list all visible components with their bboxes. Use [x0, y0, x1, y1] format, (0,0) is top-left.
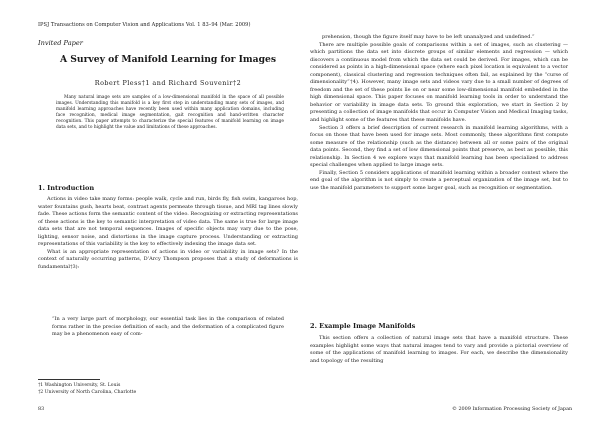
intro-paragraph-2: What is an appropriate representation of actions in video or variability in image sets? In the context of naturally occurring patterns, D’Arcy Thompson proposes that a study of deformations is fundamental†3): [38, 248, 298, 270]
right-paragraph-3: Finally, Section 5 considers applications of manifold learning within a broader context where the end goal of the algorithm is not simply to create a perceptual organization of the image set, but to use the manifold parameters to support some larger goal, such as recognition or segmentation. [310, 169, 568, 191]
section-heading-examples: 2. Example Image Manifolds [310, 322, 416, 330]
paper-category: Invited Paper [38, 39, 83, 47]
paper-authors [38, 79, 298, 87]
paper-title: A Survey of Manifold Learning for Images [59, 54, 277, 65]
abstract: Many natural image sets are samples of a low-dimensional manifold in the space of all possible images. Understanding this manifold is a key first step in understanding many sets of images, and manifold learning approaches have recently been used within many application domains, including face recognition, medical image segmentation, gait recognition and hand-written character recognition. This paper attempts to characterize the special features of manifold learning on image data sets, and to highlight the value and limitations of these approaches. [56, 95, 284, 131]
right-paragraph-1: There are multiple possible goals of comparisons within a set of images, such as clustering — which partitions the data set into discrete groups of similar elements and regression — which discovers a continuous model from which the data set could be derived. For images, which can be considered as points in a high-dimensional space (where each pixel location is equivalent to a vector component), classical clustering and regression techniques often fail, as explained by the “curse of dimensionality”†4). However, many image sets and videos vary due to a small number of degrees of freedom and the set of these points lie on or near some low-dimensional manifold embedded in the high dimensional space. This paper focuses on manifold learning tools in order to understand the behavior or variability in image data sets. To ground this exploration, we start in Section 2 by presenting a collection of image manifolds that occur in Computer Vision and Medical Imaging tasks, and highlight some of the features that these manifolds have. [310, 41, 568, 124]
authors-text: Robert Pless†1 and Richard Souvenir†2 [94, 79, 242, 87]
footnote-1: †1 Washington University, St. Louis [38, 383, 121, 388]
footnote-2: †2 University of North Carolina, Charlotte [38, 390, 137, 395]
intro-paragraph-1: Actions in video take many forms: people walk, cycle and run, birds fly, fish swim, kangaroos hop, water fountains gush, hearts beat, contrast agents permeate through tissue, and MRI tag lines slowly fade. These actions form the semantic content of the video. Recognizing or extracting representations of these actions is the key to semantic interpretation of video data. The same is true for large image data sets that are not temporal sequences. Images of specific objects may vary due to the pose, lighting, sensor noise, and distortions in the image capture process. Understanding or extracting representations of this variability is the key to effectively indexing the image data set. [38, 196, 298, 248]
examples-body [310, 335, 568, 365]
footnote-rule [38, 379, 100, 380]
quote-continuation: prehension, though the figure itself may have to be left unanalyzed and undefined.” [322, 34, 535, 40]
right-column-body [310, 34, 568, 192]
copyright-notice: © 2009 Information Processing Society of Japan [452, 406, 573, 412]
introduction-body [38, 196, 298, 271]
thompson-quote: “In a very large part of morphology, our essential task lies in the comparison of related forms rather in the precise definition of each; and the deformation of a complicated figure may be a phenomenon easy of com- [52, 316, 284, 338]
running-header: IPSJ Transactions on Computer Vision and Applications Vol. 1 83–94 (Mar. 2009) [38, 22, 251, 28]
section-heading-introduction: 1. Introduction [38, 184, 95, 192]
examples-paragraph-1: This section offers a collection of natural image sets that have a manifold structure. These examples highlight some ways that natural images tend to vary and provide a pictorial overview of some of the applications of manifold learning to images. For each, we describe the dimensionality and topology of the resulting [310, 335, 568, 364]
right-paragraph-2: Section 3 offers a brief description of current research in manifold learning algorithms, with a focus on those that have been used for image sets. Most commonly, these algorithms first compute some measure of the relationship (such as the distance) between all or some pairs of the original data points. Second, they find a set of low dimensional points that preserve, as best as possible, this relationship. In Section 4 we explore ways that manifold learning has been specialized to address special challenges when applied to large image sets. [310, 124, 568, 169]
page-number: 83 [38, 406, 45, 412]
